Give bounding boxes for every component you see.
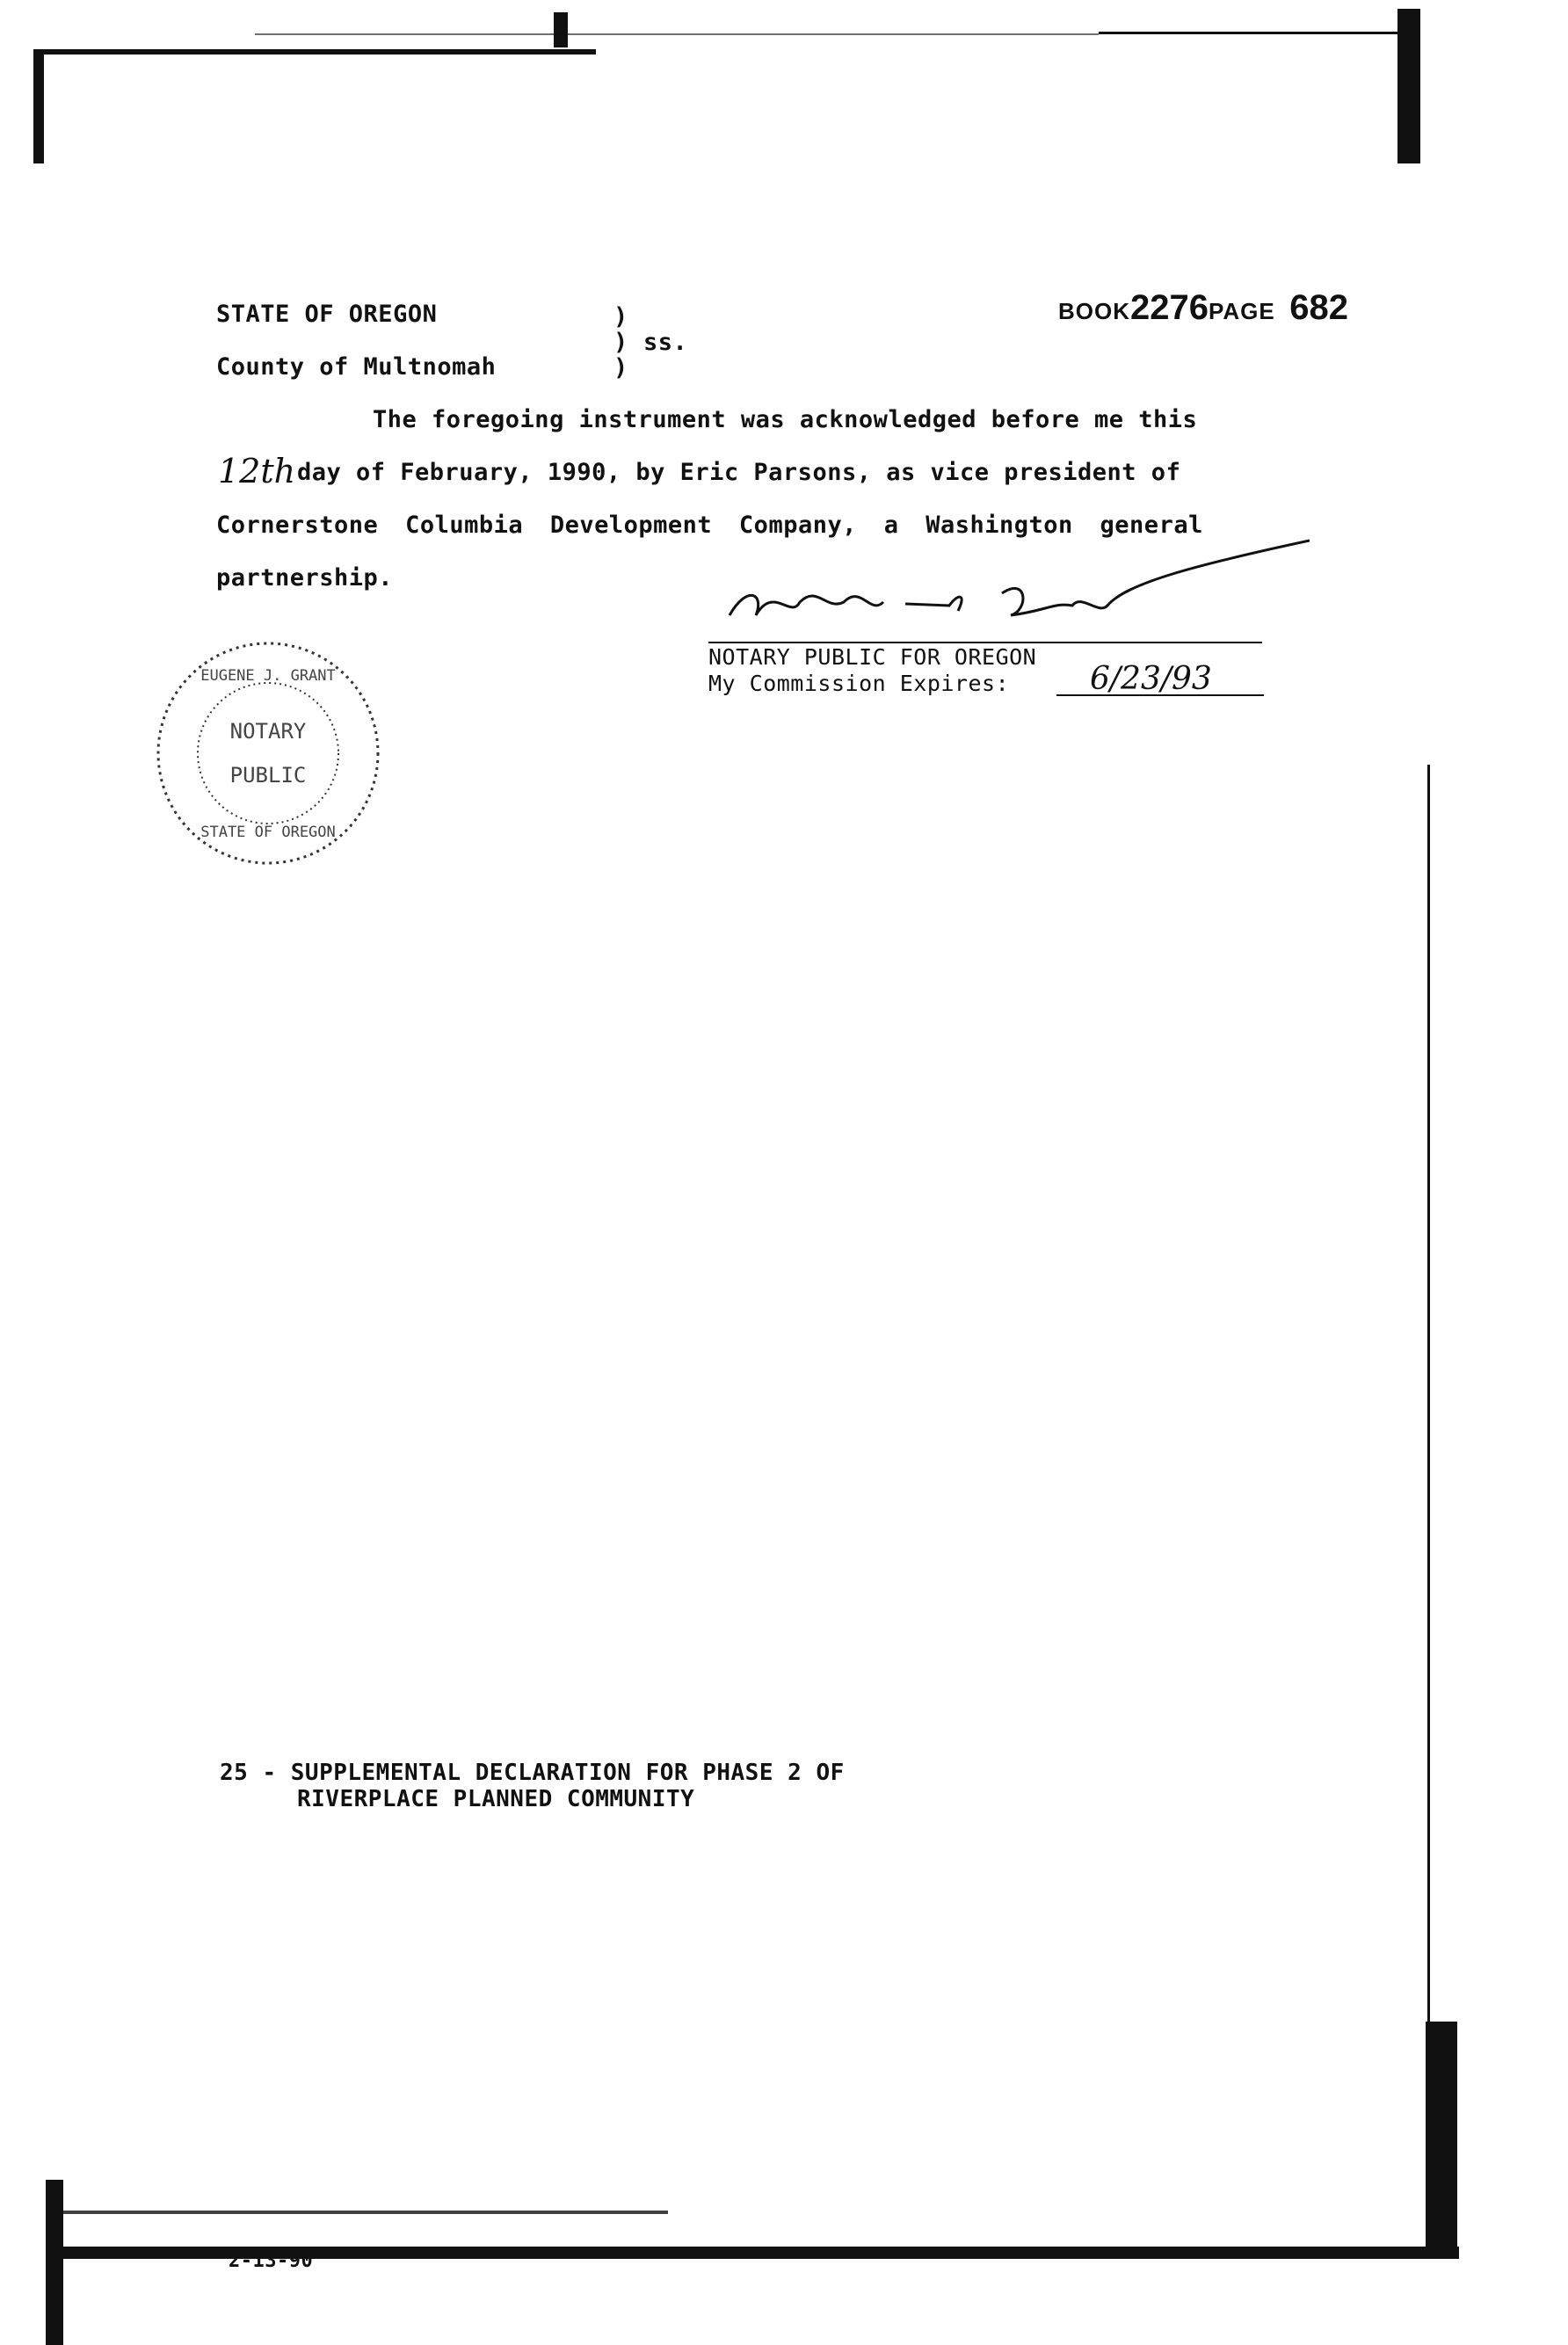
right-border-line (1427, 765, 1430, 2241)
bottom-right-corner-bar (1426, 2022, 1457, 2259)
notary-title: NOTARY PUBLIC FOR OREGON (708, 644, 1037, 670)
seal-bottom-text: STATE OF OREGON (200, 824, 336, 841)
top-center-line (255, 33, 1099, 35)
date-stamp: 2-13-90 (229, 2250, 314, 2272)
top-mid-mark (554, 12, 568, 47)
page-number: 682 (1289, 288, 1348, 327)
seal-mid1-text: NOTARY (229, 719, 307, 744)
page-label: PAGE (1208, 298, 1275, 324)
footer-line-2: RIVERPLACE PLANNED COMMUNITY (297, 1786, 695, 1812)
commission-date: 6/23/93 (1090, 661, 1212, 697)
signature-line (708, 642, 1262, 643)
commission-date-line (1056, 694, 1264, 696)
paren-1: ) (613, 303, 628, 330)
top-right-border (1099, 32, 1397, 34)
seal-mid2-text: PUBLIC (229, 763, 307, 788)
top-left-corner-bar (33, 49, 44, 163)
county-of-multnomah: County of Multnomah (216, 353, 497, 381)
top-right-corner-bar (1397, 9, 1420, 163)
book-number: 2276 (1130, 288, 1209, 327)
commission-label: My Commission Expires: (708, 671, 1010, 696)
bottom-artifact-line (53, 2211, 668, 2214)
ss-label: ss. (643, 329, 688, 356)
handwritten-day: 12th (218, 452, 296, 490)
seal-top-text: EUGENE J. GRANT (200, 667, 336, 685)
ack-line-1: The foregoing instrument was acknowledged before me this (373, 406, 1198, 433)
paren-3: ) (613, 354, 628, 381)
book-label: BOOK (1058, 298, 1130, 324)
state-of-oregon: STATE OF OREGON (216, 301, 438, 328)
book-page-stamp (1058, 288, 1348, 328)
notary-seal (149, 635, 387, 872)
paren-2: ) (613, 329, 628, 356)
ack-line-4: partnership. (216, 564, 394, 592)
ack-line-2: day of February, 1990, by Eric Parsons, as vice president of (297, 459, 1181, 486)
ack-line-3: Cornerstone Columbia Development Company, a Washington general (216, 512, 1203, 539)
footer-line-1: 25 - SUPPLEMENTAL DECLARATION FOR PHASE 2 OF (220, 1760, 845, 1786)
top-left-border (33, 49, 596, 54)
bottom-left-corner-bar (46, 2180, 63, 2345)
notary-signature (694, 532, 1310, 628)
